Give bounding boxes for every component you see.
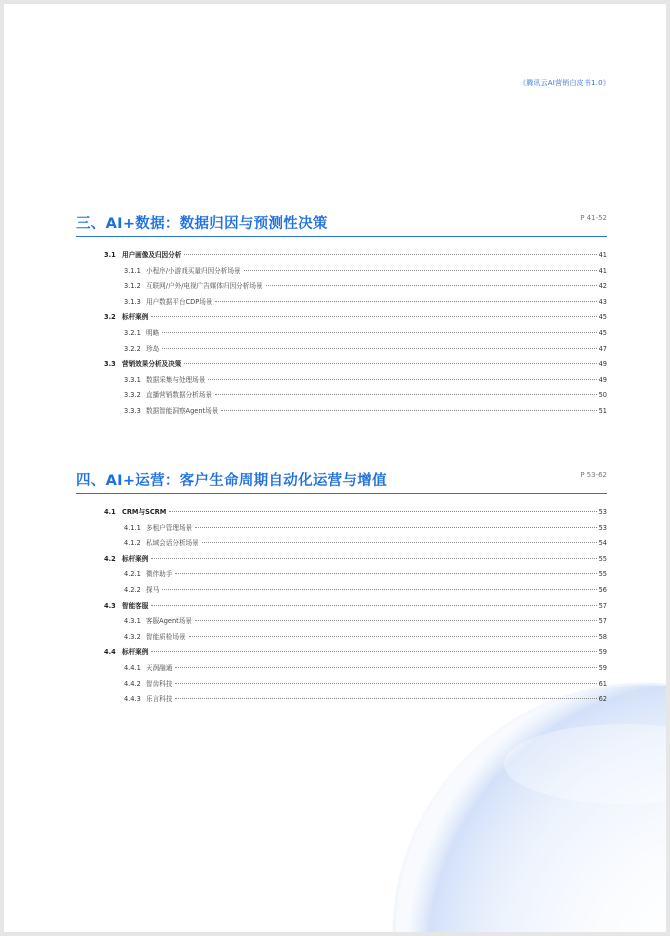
toc-list xyxy=(76,249,607,421)
toc-subsection-entry[interactable] xyxy=(76,631,607,647)
toc-entry-page: 54 xyxy=(598,539,607,548)
toc-entry-label: 直播营销数据分析场景 xyxy=(146,391,212,400)
toc-dot-leader xyxy=(208,379,596,380)
toc-subsection-entry[interactable] xyxy=(76,327,607,343)
toc-entry-label: 智能客服 xyxy=(122,601,149,610)
toc-entry-number: 3.1.2 xyxy=(124,282,141,291)
toc-entry-page: 50 xyxy=(598,391,607,400)
toc-entry-page: 62 xyxy=(598,695,607,704)
toc-subsection-entry[interactable] xyxy=(76,615,607,631)
toc-dot-leader xyxy=(202,542,597,543)
toc-entry-label: 天润融通 xyxy=(146,663,173,672)
toc-entry-page: 53 xyxy=(598,508,607,516)
toc-list xyxy=(76,506,607,709)
section-header xyxy=(76,469,607,493)
section-header xyxy=(76,212,607,236)
toc-dot-leader xyxy=(184,363,596,364)
toc-chapter-entry[interactable] xyxy=(76,600,607,616)
toc-subsection-entry[interactable] xyxy=(76,374,607,390)
toc-entry-number: 4.1.1 xyxy=(124,523,141,532)
toc-dot-leader xyxy=(189,636,597,637)
toc-entry-label: 微伴助手 xyxy=(146,570,173,579)
toc-entry-number: 4.4.1 xyxy=(124,663,141,672)
toc-dot-leader xyxy=(221,410,596,411)
toc-entry-page: 55 xyxy=(598,554,607,563)
toc-entry-number: 3.2.2 xyxy=(124,344,141,353)
section-divider xyxy=(76,493,607,494)
toc-entry-page: 59 xyxy=(598,663,607,672)
toc-entry-label: 私域会话分析场景 xyxy=(146,539,199,548)
toc-dot-leader xyxy=(215,394,597,395)
toc-dot-leader xyxy=(175,683,596,684)
toc-subsection-entry[interactable] xyxy=(76,537,607,553)
toc-section-4 xyxy=(76,469,607,709)
toc-entry-label: 小程序/小游戏买量归因分析场景 xyxy=(146,266,241,275)
toc-dot-leader xyxy=(151,558,596,559)
toc-entry-label: 互联网/户外/电视广告媒体归因分析场景 xyxy=(146,282,263,291)
section-page-range: P 41-52 xyxy=(580,214,607,222)
toc-entry-number: 4.3 xyxy=(104,601,116,610)
toc-dot-leader xyxy=(175,573,596,574)
toc-subsection-entry[interactable] xyxy=(76,389,607,405)
background-sphere-decoration xyxy=(4,4,666,932)
toc-entry-label: 客服Agent场景 xyxy=(146,617,192,626)
toc-entry-number: 3.3.1 xyxy=(124,375,141,384)
toc-dot-leader xyxy=(169,511,596,512)
toc-dot-leader xyxy=(266,285,597,286)
toc-entry-page: 55 xyxy=(598,570,607,579)
toc-chapter-entry[interactable] xyxy=(76,249,607,265)
toc-entry-number: 3.3 xyxy=(104,360,116,369)
toc-dot-leader xyxy=(175,667,596,668)
toc-entry-number: 4.2 xyxy=(104,554,116,563)
toc-subsection-entry[interactable] xyxy=(76,296,607,312)
toc-entry-label: 智能质检场景 xyxy=(146,632,186,641)
toc-entry-page: 58 xyxy=(598,632,607,641)
toc-entry-number: 3.2.1 xyxy=(124,328,141,337)
toc-section-3 xyxy=(76,212,607,421)
toc-entry-label: 乐言科技 xyxy=(146,695,173,704)
toc-entry-page: 45 xyxy=(598,328,607,337)
toc-entry-page: 57 xyxy=(598,617,607,626)
toc-chapter-entry[interactable] xyxy=(76,311,607,327)
toc-subsection-entry[interactable] xyxy=(76,568,607,584)
toc-entry-label: 珍岛 xyxy=(146,344,160,353)
toc-chapter-entry[interactable] xyxy=(76,553,607,569)
toc-entry-label: 标杆案例 xyxy=(122,554,149,563)
toc-dot-leader xyxy=(162,589,596,590)
toc-entry-number: 4.1.2 xyxy=(124,539,141,548)
toc-entry-number: 4.2.1 xyxy=(124,570,141,579)
toc-dot-leader xyxy=(151,651,596,652)
toc-entry-number: 4.1 xyxy=(104,508,116,516)
toc-entry-page: 53 xyxy=(598,523,607,532)
toc-entry-number: 3.3.2 xyxy=(124,391,141,400)
toc-dot-leader xyxy=(184,254,596,255)
toc-entry-label: 多租户管理场景 xyxy=(146,523,193,532)
toc-entry-number: 4.4 xyxy=(104,648,116,657)
toc-entry-page: 59 xyxy=(598,648,607,657)
toc-entry-page: 49 xyxy=(598,360,607,369)
toc-dot-leader xyxy=(175,698,596,699)
section-title: 四、AI+运营：客户生命周期自动化运营与增值 xyxy=(76,473,387,489)
toc-entry-number: 3.2 xyxy=(104,313,116,322)
toc-dot-leader xyxy=(162,332,596,333)
toc-dot-leader xyxy=(151,316,596,317)
toc-entry-page: 47 xyxy=(598,344,607,353)
toc-entry-label: 数据采集与处理场景 xyxy=(146,375,206,384)
toc-entry-label: CRM与SCRM xyxy=(122,508,167,516)
toc-entry-label: 数据智能洞察Agent场景 xyxy=(146,406,219,415)
toc-entry-label: 用户画像及归因分析 xyxy=(122,251,182,259)
toc-subsection-entry[interactable] xyxy=(76,405,607,421)
toc-chapter-entry[interactable] xyxy=(76,358,607,374)
toc-entry-label: 营销效果分析及决策 xyxy=(122,360,182,369)
toc-subsection-entry[interactable] xyxy=(76,265,607,281)
toc-subsection-entry[interactable] xyxy=(76,584,607,600)
toc-entry-number: 4.2.2 xyxy=(124,585,141,594)
toc-entry-number: 4.4.3 xyxy=(124,695,141,704)
toc-entry-page: 61 xyxy=(598,679,607,688)
toc-entry-label: 标杆案例 xyxy=(122,313,149,322)
toc-entry-number: 3.1 xyxy=(104,251,116,259)
section-page-range: P 53-62 xyxy=(580,471,607,479)
toc-entry-label: 明略 xyxy=(146,328,160,337)
toc-dot-leader xyxy=(195,527,596,528)
toc-subsection-entry[interactable] xyxy=(76,280,607,296)
toc-entry-label: 用户数据平台CDP场景 xyxy=(146,297,213,306)
toc-entry-page: 57 xyxy=(598,601,607,610)
section-title: 三、AI+数据：数据归因与预测性决策 xyxy=(76,216,328,232)
toc-entry-number: 4.4.2 xyxy=(124,679,141,688)
toc-entry-page: 42 xyxy=(598,282,607,291)
document-page xyxy=(4,4,666,932)
toc-entry-page: 49 xyxy=(598,375,607,384)
toc-entry-number: 4.3.2 xyxy=(124,632,141,641)
toc-entry-page: 45 xyxy=(598,313,607,322)
toc-entry-number: 3.1.3 xyxy=(124,297,141,306)
toc-dot-leader xyxy=(244,270,597,271)
toc-dot-leader xyxy=(215,301,596,302)
toc-entry-label: 标杆案例 xyxy=(122,648,149,657)
toc-dot-leader xyxy=(151,605,596,606)
toc-entry-page: 41 xyxy=(598,251,607,259)
toc-entry-label: 探马 xyxy=(146,585,160,594)
toc-entry-number: 3.3.3 xyxy=(124,406,141,415)
toc-entry-page: 51 xyxy=(598,406,607,415)
toc-entry-label: 智齿科技 xyxy=(146,679,173,688)
toc-subsection-entry[interactable] xyxy=(76,343,607,359)
toc-entry-page: 56 xyxy=(598,585,607,594)
toc-dot-leader xyxy=(162,348,596,349)
toc-dot-leader xyxy=(195,620,597,621)
toc-chapter-entry[interactable] xyxy=(76,646,607,662)
section-divider xyxy=(76,236,607,237)
toc-subsection-entry[interactable] xyxy=(76,678,607,694)
book-title: 《腾讯云AI营销白皮书1.0》 xyxy=(519,79,610,87)
toc-entry-number: 3.1.1 xyxy=(124,266,141,275)
toc-entry-page: 43 xyxy=(598,297,607,306)
toc-subsection-entry[interactable] xyxy=(76,662,607,678)
toc-chapter-entry[interactable] xyxy=(76,506,607,522)
toc-subsection-entry[interactable] xyxy=(76,522,607,538)
toc-entry-number: 4.3.1 xyxy=(124,617,141,626)
toc-entry-page: 41 xyxy=(598,266,607,275)
toc-subsection-entry[interactable] xyxy=(76,693,607,709)
